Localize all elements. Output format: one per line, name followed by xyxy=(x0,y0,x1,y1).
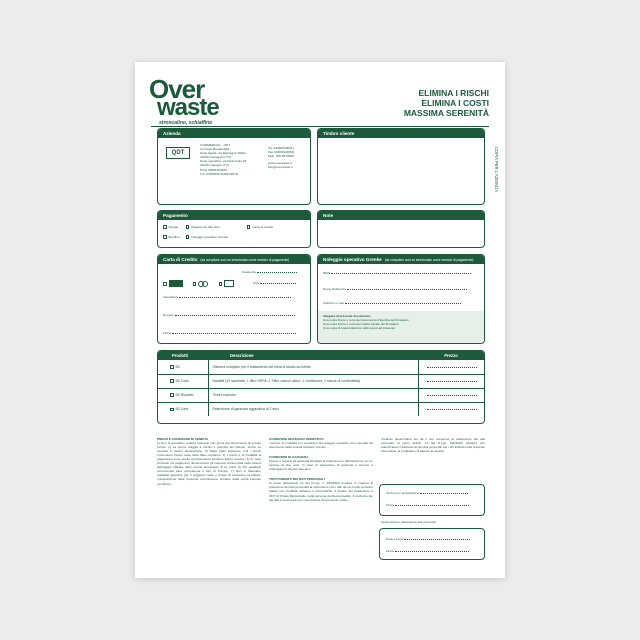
table-row xyxy=(158,402,484,416)
address-line: Sede operativa: via Padu Isola 25, xyxy=(200,159,248,164)
azienda-address xyxy=(200,143,262,176)
carta-title xyxy=(158,255,310,264)
terms-text: Il bene è coperto da garanzia da difetti di produzione e fabbricazione per un termine di due anni. In caso di estensione di garanzia il termine è prolungato di ulteriori due anni. xyxy=(269,459,373,472)
checkbox-icon[interactable] xyxy=(170,393,174,397)
referente-field[interactable] xyxy=(323,287,467,291)
contact-line: Tel. 0438/4948(51) xyxy=(268,146,294,150)
checkbox-icon xyxy=(247,225,251,229)
note-box[interactable] xyxy=(317,210,485,248)
terms-title: PREZZI E CONDIZIONI DI VENDITA xyxy=(157,437,209,441)
firma-field[interactable] xyxy=(163,331,296,335)
payment-option[interactable] xyxy=(186,235,266,239)
product-code: B2 Care xyxy=(175,407,189,412)
header-prodotti: Prodotti xyxy=(172,353,189,358)
address-line: 31043 Codognè (TV) xyxy=(200,163,229,168)
firma-label: Firma xyxy=(163,331,171,335)
qdt-logo: QDT xyxy=(166,147,190,159)
sign-label: Timbro per accettazione xyxy=(386,491,420,495)
mastercard-icon xyxy=(202,281,208,287)
address-line: C.F. RSTBRS71M04C957E xyxy=(200,171,238,176)
sign-label: Firma xyxy=(386,503,394,507)
slogan-line: ELIMINA I COSTI xyxy=(421,98,489,108)
terms-text: 1) Non si accettano reclami trascorsi otto giorni dal ricevimento di quanto fornito. 2) La merce viaggia a rischio e pericolo del Cliente, anche se venduta in franco destinazione. 3) Salvo patto espresso, tutti i prezzi s'intendono franco sede della ditta venditrice. 4) I prezzi e le modalità di pagamento sono quelle corrispondenti all'ultimo listino emesso. 5) In caso di ritardo nei pagamenti decorreranno gli interessi commerciali nella misura dell'saggio ufficiale dello sconto aumentato di tre punti. 6) Per qualsiasi controversia sarà competente il foro di Treviso. 7) Non si rilasciano qualsiasi garanzie per il suggerito nelle e prego di emissione la fattura. L'acquisizione delle presente commissione d'ordine della sopra esposte condizioni. xyxy=(157,441,261,486)
table-row xyxy=(158,388,484,402)
attach-title: Allegare al presente documento: xyxy=(323,314,371,318)
header-prezzo: Prezzo xyxy=(444,353,458,358)
product-desc: Ticket tracciato xyxy=(208,388,418,402)
product-code: B2 xyxy=(175,364,180,369)
address-line: 31060 Coniegano (TV) xyxy=(200,155,232,160)
terms-column-1 xyxy=(157,434,261,486)
azienda-box xyxy=(157,128,311,205)
checkbox-icon[interactable] xyxy=(219,282,223,286)
payment-label: Bonifico xyxy=(168,235,180,239)
attach-line: Una copia di Fascicolazione sulla visura ad presente xyxy=(323,326,396,331)
checkbox-icon xyxy=(163,235,167,239)
checkbox-icon xyxy=(186,225,190,229)
carta-credito-box xyxy=(157,254,311,344)
attach-line: Una copia fronte e retro del documento d'identità del firmatario xyxy=(323,318,409,323)
product-desc: Estensione di garanzia aggiuntiva di 2 anni xyxy=(208,402,418,416)
address-line: di Orsato Beniamiglia xyxy=(200,147,230,152)
note-title: Note xyxy=(318,211,484,220)
copy-label: COPIA PER L'AZIENDA xyxy=(494,146,499,192)
numero-label: Numero xyxy=(163,313,175,317)
timbro-cliente-box[interactable] xyxy=(317,128,485,205)
intestatario-field[interactable] xyxy=(163,295,291,299)
payment-label: Noleggio operativo Grenke xyxy=(191,235,229,239)
payment-option[interactable] xyxy=(247,225,292,229)
contact-line: Fax 0438/4948(53) xyxy=(268,150,295,155)
header-rule xyxy=(151,126,489,127)
payment-label: Carta di credito xyxy=(252,225,274,229)
carta-title-text: Carta di Credito xyxy=(163,257,198,262)
price-cell[interactable] xyxy=(418,374,484,388)
product-code: B2 Ricambi xyxy=(175,393,194,397)
table-row xyxy=(158,374,484,388)
sign-label: Firma xyxy=(386,549,394,553)
table-row xyxy=(158,360,484,374)
terms-text: Ai sensi dell'articolo 13 del D.Lgs. n. 196/2003 (Codice in materia di protezione dei dati personali) la informiamo che i dati da Lei forniti verranno trattati con modalità cartacee e informatiche. Il titolare del trattamento è ODT di Orsato Beniamiglia, nella persona del Responsabile. Il conferimento dei dati è necessario per l'esecuzione del presente ordine. xyxy=(269,481,373,502)
price-cell[interactable] xyxy=(418,360,484,374)
contact-line: Mob. 335 6073096 xyxy=(268,154,294,159)
payment-label: Paypal xyxy=(168,225,178,229)
terms-text: Inviando quest'ordine Lei dà il suo consenso al trattamento dei dati personali, ai sensi dell'art. 13 del D.Lgs. 196/2003. Qualora non autorizzasse il trattamento dei dati personali per i fini indicati nella presente informativa, la preghiamo di barrare la casella. xyxy=(381,437,485,454)
attach-line: Una copia fronte e retro del codice fiscale del firmatario xyxy=(323,322,399,327)
attach-panel xyxy=(318,311,484,343)
terms-title: CONDIZIONI NOLEGGIO OPERATIVO xyxy=(269,437,324,441)
contact-line: info@overwaste.it xyxy=(268,165,293,170)
timbro-title: Timbro cliente xyxy=(318,129,484,138)
logo-line-2: waste xyxy=(157,94,219,121)
iban-label: IBAN xyxy=(323,271,331,275)
carta-subtitle: (da compilare solo se selezionato come metodo di pagamento) xyxy=(200,258,290,262)
email-field[interactable] xyxy=(323,301,461,305)
checkbox-icon[interactable] xyxy=(170,408,174,412)
terms-title: TRATTAMENTO DEI DATI PERSONALI xyxy=(269,477,325,482)
terms-text: I termini, le modalità e le condizioni del noleggio operativo sono riportati nel documento della società locatrice Grenke. xyxy=(269,441,373,450)
checkbox-icon[interactable] xyxy=(193,282,197,286)
privacy-sign-box[interactable] xyxy=(379,528,485,560)
slogan-line: MASSIMA SERENITÀ xyxy=(403,108,489,118)
intestatario-label: Intestatario xyxy=(163,295,179,299)
address-line: COMMERCIAL - ODT xyxy=(200,143,231,147)
numero-field[interactable] xyxy=(163,313,295,317)
payment-option[interactable] xyxy=(163,235,185,239)
privacy-approval-label: Approvazione trattamento dati personali xyxy=(381,520,436,524)
checkbox-icon xyxy=(186,235,190,239)
terms-title: CONDIZIONI DI GARANZIA xyxy=(269,455,309,460)
checkbox-icon[interactable] xyxy=(170,365,174,369)
checkbox-icon[interactable] xyxy=(163,282,167,286)
overwaste-logo xyxy=(149,76,239,132)
noleggio-title-text: Noleggio operativo Grenke xyxy=(323,257,382,262)
card-icon xyxy=(224,280,234,287)
product-desc: Sistema completo per il trattamento dei rifiuti di studio ad infetto xyxy=(208,360,418,374)
noleggio-title xyxy=(318,255,484,264)
order-form-sheet xyxy=(135,62,505,578)
azienda-contacts xyxy=(268,146,310,169)
slogan-line: ELIMINA I RISCHI xyxy=(418,88,489,98)
noleggio-box xyxy=(317,254,485,344)
scadenza-label: Scadenza xyxy=(242,270,256,274)
prodotti-table xyxy=(157,350,485,424)
checkbox-icon[interactable] xyxy=(170,379,174,383)
accettazione-box[interactable] xyxy=(379,484,485,516)
terms-column-3 xyxy=(381,437,485,453)
azienda-title: Azienda xyxy=(158,129,310,138)
noleggio-subtitle: (da compilare solo se selezionato come metodo di pagamento) xyxy=(384,258,474,262)
card-logos xyxy=(163,275,234,293)
logo-tagline: stroncalino, schiaffino xyxy=(159,120,213,126)
checkbox-icon xyxy=(163,225,167,229)
price-cell[interactable] xyxy=(418,402,484,416)
table-header xyxy=(158,351,484,360)
scadenza-field[interactable] xyxy=(242,270,297,274)
pagamento-box xyxy=(157,210,311,248)
product-desc: Bauletti (10 sacchetti, 1 filtro HEPA, 1 Filtro carbon attivo, 1 confezione, 2 tracce di conferibilità) xyxy=(208,374,418,388)
iban-field[interactable] xyxy=(323,271,471,275)
contact-line: www.overwaste.it xyxy=(268,161,292,166)
cvv-label: CVV xyxy=(253,281,260,285)
logo-line-1: Over xyxy=(149,74,205,104)
address-line: Sede legale: via Mantegna 45/bis, xyxy=(200,151,247,156)
header-descrizione: Descrizione xyxy=(230,353,254,358)
pagamento-title: Pagamento xyxy=(158,211,310,220)
slogan xyxy=(404,88,489,118)
payment-option[interactable] xyxy=(186,225,246,229)
payment-option[interactable] xyxy=(163,225,185,229)
price-cell[interactable] xyxy=(418,388,484,402)
visa-icon xyxy=(169,280,183,287)
cvv-field[interactable] xyxy=(253,281,296,285)
sign-label: Data e luogo xyxy=(386,537,404,541)
terms-column-2 xyxy=(269,434,373,502)
address-line: P.IVA 03591200263 xyxy=(200,167,227,172)
referente-label: Nome Referente xyxy=(323,287,346,291)
email-label: Indirizzo e-mail xyxy=(323,301,344,305)
product-code: B2 Tools xyxy=(175,379,189,383)
payment-label: Pagamento alla ritiro xyxy=(191,225,220,229)
